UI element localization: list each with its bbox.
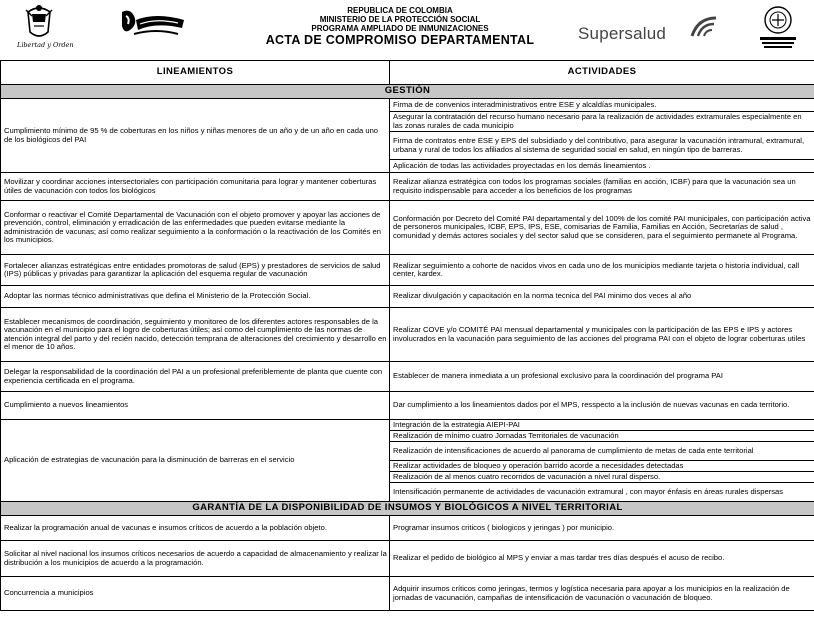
document-header	[0, 0, 814, 60]
table-row	[1, 308, 814, 362]
section-garantia: GARANTÍA DE LA DISPONIBILIDAD DE INSUMOS Y BIOLÓGICOS A NIVEL TERRITORIAL	[1, 502, 814, 516]
actividad-cell: Asegurar la contratación del recurso humano necesario para la realización de actividades extramurales especialmente en las zonas rurales de cada municipio	[390, 112, 814, 132]
actividad-cell: Intensificación permanente de actividades de vacunación extramural , con mayor énfasis en áreas rurales dispersas	[390, 483, 814, 502]
actividad-cell: Realizar actividades de bloqueo y operación barrido acorde a necesidades detectadas	[390, 461, 814, 472]
lineamiento-cell: Cumplimiento a nuevos lineamientos	[1, 392, 390, 420]
table-row	[1, 516, 814, 541]
table-row	[1, 255, 814, 286]
lineamiento-cell: Adoptar las normas técnico administrativas que defina el Ministerio de la Protección Social.	[1, 286, 390, 308]
actividad-cell: Firma de de convenios interadministrativos entre ESE y alcaldías municipales.	[390, 99, 814, 112]
actividad-cell: Realización de intensificaciones de acuerdo al panorama de cumplimiento de metas de cada ente territorial	[390, 442, 814, 461]
title-block	[230, 6, 570, 47]
actividad-cell: Firma de contratos entre ESE y EPS del subsidiado y del contributivo, para asegurar la vacunación intramural, extramural, urbana y rural de todos los afiliados al sistema de seguridad social en salud, en ningún tipo de barreras.	[390, 132, 814, 160]
procuraduria-logo	[756, 4, 800, 54]
actividad-cell: Realizar seguimiento a cohorte de nacidos vivos en cada uno de los municipios mediante tarjeta o historia individual, call center, kardex.	[390, 255, 814, 286]
escudo-caption: Libertad y Orden	[17, 41, 74, 49]
supersalud-logo: Supersalud	[578, 24, 667, 43]
table-row	[1, 99, 814, 112]
table-header-row	[1, 61, 814, 85]
lineamiento-cell: Fortalecer alianzas estratégicas entre entidades promotoras de salud (EPS) y prestadores de servicios de salud (IPS) públicas y privadas para garantizar la aplicación del esquema regular de vacunación	[1, 255, 390, 286]
lineamiento-cell: Delegar la responsabilidad de la coordinación del PAI a un profesional preferiblemente de planta que cuente con experiencia certificada en el programa.	[1, 362, 390, 392]
table-row	[1, 577, 814, 611]
actividad-cell: Aplicación de todas las actividades proyectadas en los demás lineamientos .	[390, 160, 814, 173]
actividad-cell: Dar cumplimiento a los lineamientos dados por el MPS, resspecto a la inclusión de nuevas vacunas en cada territorio.	[390, 392, 814, 420]
table-row	[1, 392, 814, 420]
vacunas-logo	[116, 6, 188, 42]
actividad-cell: Integración de la estrategia AIEPI-PAI	[390, 420, 814, 431]
lineamiento-cell: Realizar la programación anual de vacunas e insumos críticos de acuerdo a la población objeto.	[1, 516, 390, 541]
column-header-lineamientos: LINEAMIENTOS	[1, 61, 390, 85]
document-title: ACTA DE COMPROMISO DEPARTAMENTAL	[265, 33, 535, 47]
lineamiento-cell: Concurrencia a municipios	[1, 577, 390, 611]
lineamiento-cell: Aplicación de estrategias de vacunación para la disminución de barreras en el servicio	[1, 420, 390, 502]
republic-title: REPUBLICA DE COLOMBIA	[347, 6, 453, 15]
actividad-cell: Realizar COVE y/o COMITÉ PAI mensual departamental y municipales con la participación de las EPS e IPS y actores involucrados en la vacunación para seguimiento de las acciones del programa PAI con el objeto de lograr coberturas utiles	[390, 308, 814, 362]
escudo-icon	[24, 2, 54, 40]
actividad-cell: Programar insumos criticos ( biologicos y jeringas ) por municipio.	[390, 516, 814, 541]
table-row	[1, 173, 814, 201]
ministry-title: MINISTERIO DE LA PROTECCIÓN SOCIAL	[319, 15, 481, 24]
actividad-cell: Realización de al menos cuatro recorridos de vacunación a nivel rural disperso.	[390, 472, 814, 483]
actividad-cell: Realizar el pedido de biológico al MPS y enviar a mas tardar tres días después el acuso de recibo.	[390, 541, 814, 577]
commitment-table	[0, 60, 814, 611]
actividad-cell: Adquirir insumos críticos como jeringas, termos y logística necesaria para apoyar a los municipios en la realización de jornadas de vacunación, campañas de intensificación de vacunación o vacunación de bloqueo.	[390, 577, 814, 611]
actividad-cell: Establecer de manera inmediata a un profesional exclusivo para la coordinación del programa PAI	[390, 362, 814, 392]
table-row	[1, 420, 814, 431]
table-row	[1, 362, 814, 392]
section-gestion: GESTIÓN	[1, 85, 814, 99]
actividad-cell: Realización de mínimo cuatro Jornadas Territoriales de vacunación	[390, 431, 814, 442]
section-row	[1, 85, 814, 99]
lineamiento-cell: Movilizar y coordinar acciones intersectoriales con participación comunitaria para lograr y mantener coberturas útiles de vacunación con todos los biológicos	[1, 173, 390, 201]
actividad-cell: Conformación por Decreto del Comité PAI departamental y del 100% de los comité PAI municipales, con participación activa de personeros municipales, ICBF, EPS, IPS, ESE, comisarias de Familia, Familias en Acción, Secretarías de salud , comunidad y demás actores sociales y del sector salud que se consideren, para el seguimiento permanete al Programa.	[390, 201, 814, 255]
lineamiento-cell: Cumplimiento mínimo de 95 % de coberturas en los niños y niñas menores de un año y de un año en cada uno de los biológicos del PAI	[1, 99, 390, 173]
lineamiento-cell: Solicitar al nivel nacional los insumos críticos necesarios de acuerdo a capacidad de almacenamiento y realizar la distribución a los municipios de acuerdo a la programación.	[1, 541, 390, 577]
table-row	[1, 286, 814, 308]
table-row	[1, 541, 814, 577]
actividad-cell: Realizar alianza estratégica con todos los programas sociales (familias en acción, ICBF) para que la vacunación sea un requisito indispensable para acceder a los beneficios de los programas	[390, 173, 814, 201]
actividad-cell: Realizar divulgación y capacitación en la norma tecnica del PAI minimo dos veces al año	[390, 286, 814, 308]
program-title: PROGRAMA AMPLIADO DE INMUNIZACIONES	[311, 24, 489, 33]
table-row	[1, 201, 814, 255]
lineamiento-cell: Establecer mecanismos de coordinación, seguimiento y monitoreo de los diferentes actores responsables de la vacunación en el municipio para el logro de coberturas útiles; así como del cumplimiento de las normas de atención integral del parto y del recién nacido, detección temprana de alteraciones del crecimiento y desarrollo en el menor de 10 años.	[1, 308, 390, 362]
column-header-actividades: ACTIVIDADES	[390, 61, 814, 85]
section-row	[1, 502, 814, 516]
supersalud-swirl-icon	[688, 14, 720, 40]
lineamiento-cell: Conformar o reactivar el Comité Departamental de Vacunación con el objeto promover y apoyar las acciones de prevención, control, eliminación y erradicación de las enfermedades que pueden evitarse mediante la administración de vacunas; así como realizar seguimiento a la conformación o la reactivación de los Comités en los municipios.	[1, 201, 390, 255]
